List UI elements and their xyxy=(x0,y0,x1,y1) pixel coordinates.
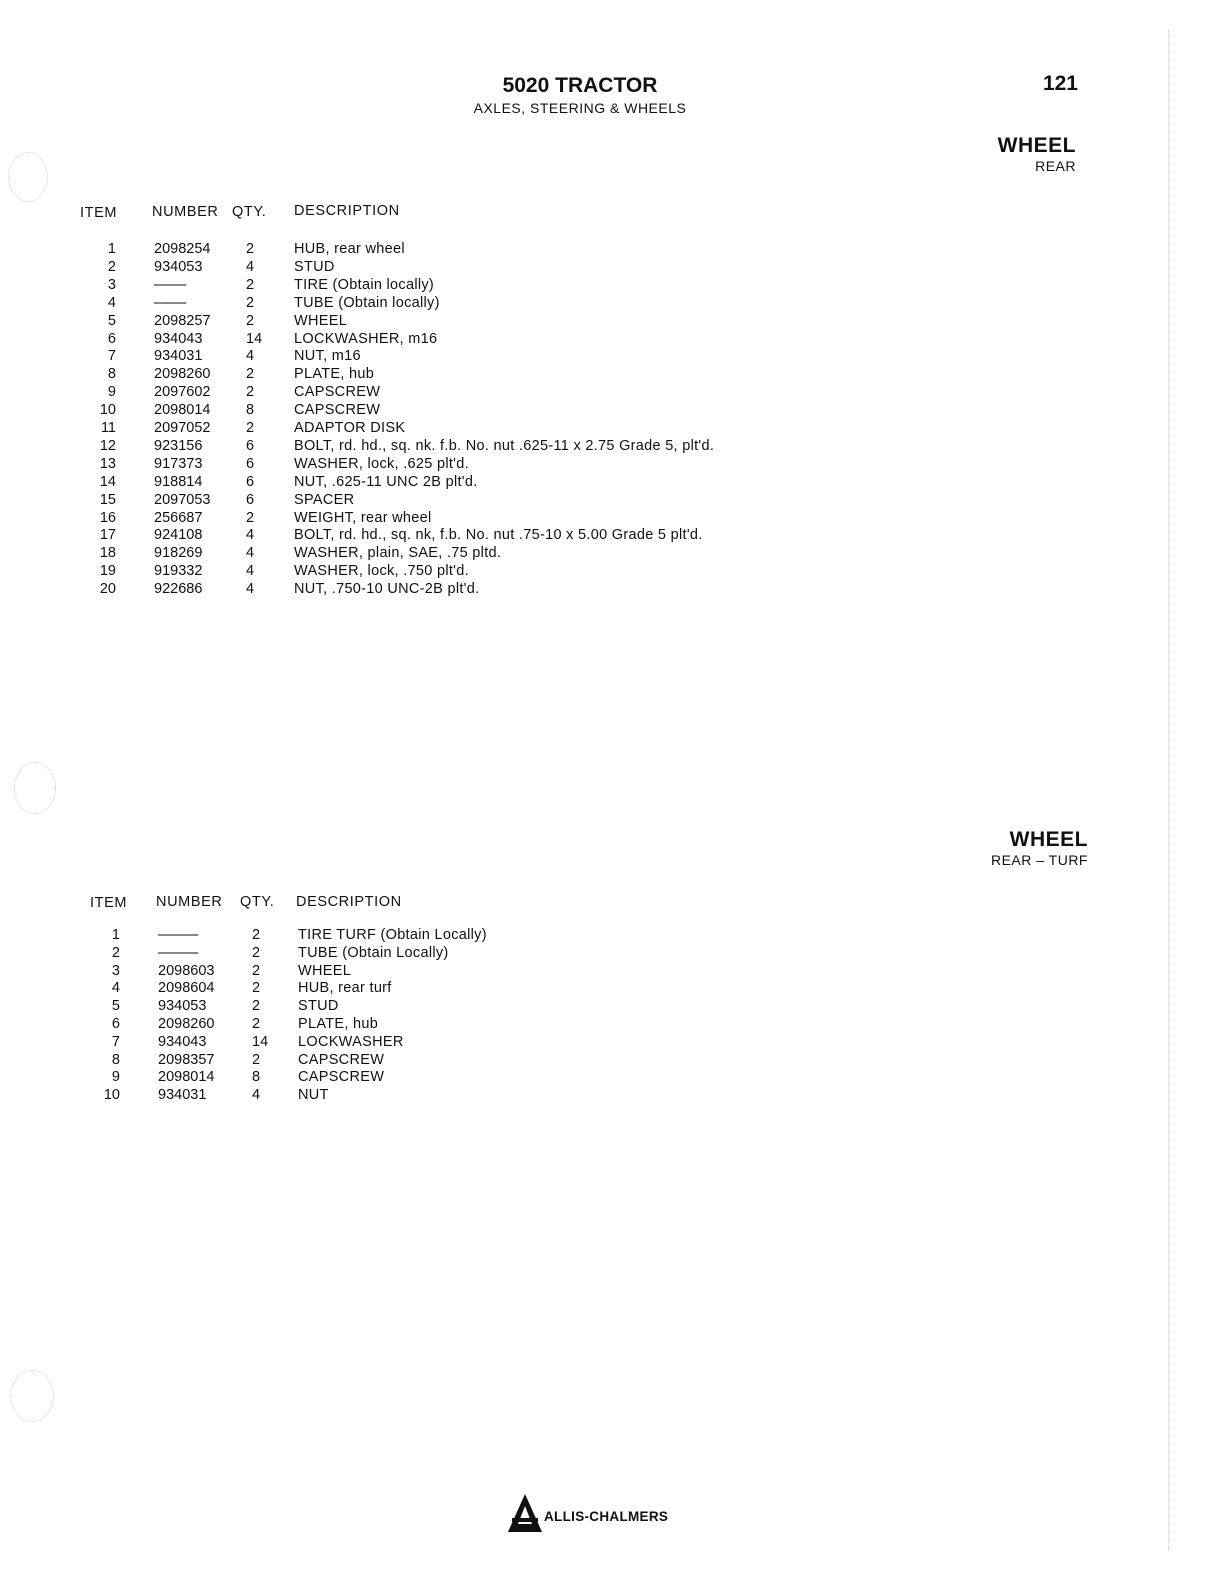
qty-cell: 2 xyxy=(246,294,255,311)
item-cell: 20 xyxy=(99,581,116,598)
part-number-cell: ––––– xyxy=(158,944,199,961)
margin-hole-mark xyxy=(10,1370,54,1422)
item-cell: 5 xyxy=(107,312,116,329)
item-cell: 16 xyxy=(99,509,116,526)
description-cell: WHEEL xyxy=(298,962,352,979)
qty-cell: 8 xyxy=(252,1069,261,1086)
brand-name: ALLIS-CHALMERS xyxy=(544,1509,669,1524)
qty-cell: 2 xyxy=(252,944,261,961)
item-cell: 3 xyxy=(107,276,116,293)
margin-hole-mark xyxy=(8,152,48,202)
item-cell: 18 xyxy=(99,545,116,562)
item-cell: 2 xyxy=(107,258,116,275)
description-cell: NUT, m16 xyxy=(294,348,361,365)
qty-cell: 6 xyxy=(246,455,255,472)
table-row xyxy=(0,544,1000,562)
item-cell: 8 xyxy=(107,366,116,383)
description-cell: CAPSCREW xyxy=(294,384,381,401)
part-number-cell: 934031 xyxy=(158,1087,207,1104)
item-cell: 5 xyxy=(111,998,120,1015)
column-header-description: DESCRIPTION xyxy=(296,894,402,910)
description-cell: PLATE, hub xyxy=(298,1016,379,1032)
description-cell: STUD xyxy=(298,998,339,1015)
part-number-cell: 2098014 xyxy=(158,1069,215,1086)
part-number-cell: 2097053 xyxy=(154,491,211,508)
part-number-cell: –––– xyxy=(154,276,187,293)
qty-cell: 6 xyxy=(246,473,255,490)
qty-cell: 2 xyxy=(246,241,255,257)
column-header-qty: QTY. xyxy=(232,204,267,220)
table-row xyxy=(0,330,1000,348)
item-cell: 8 xyxy=(111,1051,120,1068)
description-cell: WHEEL xyxy=(294,312,348,329)
section-heading-block xyxy=(991,828,1088,868)
part-number-cell: 934053 xyxy=(158,998,207,1015)
section-heading: WHEEL xyxy=(997,134,1076,157)
column-header-description: DESCRIPTION xyxy=(294,203,400,219)
qty-cell: 2 xyxy=(252,980,261,997)
table-row xyxy=(0,1086,1000,1104)
part-number-cell: 2098260 xyxy=(154,366,211,383)
qty-cell: 4 xyxy=(252,1087,261,1104)
item-cell: 1 xyxy=(111,927,120,943)
description-cell: WASHER, lock, .625 plt'd. xyxy=(294,455,469,472)
table-row xyxy=(0,455,1000,473)
qty-cell: 14 xyxy=(252,1033,269,1050)
page-edge-rule xyxy=(1168,30,1169,1550)
qty-cell: 2 xyxy=(246,384,255,401)
document-subtitle: AXLES, STEERING & WHEELS xyxy=(473,100,687,116)
description-cell: ADAPTOR DISK xyxy=(294,420,406,436)
qty-cell: 14 xyxy=(246,330,263,347)
description-cell: CAPSCREW xyxy=(298,1051,385,1068)
table-row xyxy=(0,1051,1000,1069)
qty-cell: 4 xyxy=(246,258,255,275)
table-row xyxy=(0,962,1000,980)
table-row xyxy=(0,294,1000,312)
part-number-cell: 918269 xyxy=(154,545,203,562)
part-number-cell: 2098603 xyxy=(158,962,215,979)
item-cell: 1 xyxy=(107,241,116,257)
part-number-cell: 924108 xyxy=(154,527,203,544)
qty-cell: 2 xyxy=(252,962,261,979)
table-row xyxy=(0,365,1000,383)
part-number-cell: 2098604 xyxy=(158,980,215,997)
qty-cell: 2 xyxy=(246,312,255,329)
qty-cell: 2 xyxy=(246,420,255,436)
table-row xyxy=(0,312,1000,330)
part-number-cell: ––––– xyxy=(158,927,199,943)
margin-hole-mark xyxy=(14,762,56,814)
item-cell: 19 xyxy=(99,563,116,580)
table-row xyxy=(0,473,1000,491)
table-row xyxy=(0,401,1000,419)
item-cell: 2 xyxy=(111,944,120,961)
qty-cell: 2 xyxy=(252,998,261,1015)
description-cell: LOCKWASHER xyxy=(298,1033,404,1050)
column-header-number: NUMBER xyxy=(156,894,223,910)
item-cell: 17 xyxy=(99,527,116,544)
section-heading-block xyxy=(998,134,1076,174)
part-number-cell: 934043 xyxy=(158,1033,207,1050)
table-row xyxy=(0,997,1000,1015)
part-number-cell: 2098254 xyxy=(154,241,211,257)
table-row xyxy=(0,1033,1000,1051)
qty-cell: 4 xyxy=(246,545,255,562)
description-cell: HUB, rear wheel xyxy=(294,241,405,257)
qty-cell: 2 xyxy=(246,276,255,293)
table-row xyxy=(0,509,1000,527)
table-row xyxy=(0,491,1000,509)
description-cell: WEIGHT, rear wheel xyxy=(294,509,432,526)
qty-cell: 6 xyxy=(246,491,255,508)
item-cell: 15 xyxy=(99,491,116,508)
description-cell: TUBE (Obtain Locally) xyxy=(298,944,449,961)
description-cell: CAPSCREW xyxy=(294,402,381,419)
description-cell: NUT xyxy=(298,1087,329,1104)
table-row xyxy=(0,419,1000,437)
qty-cell: 2 xyxy=(252,927,261,943)
column-header-item: ITEM xyxy=(90,895,128,911)
part-number-cell: 922686 xyxy=(154,581,203,598)
item-cell: 3 xyxy=(111,962,120,979)
table-row xyxy=(0,979,1000,997)
description-cell: CAPSCREW xyxy=(298,1069,385,1086)
part-number-cell: –––– xyxy=(154,294,187,311)
description-cell: LOCKWASHER, m16 xyxy=(294,330,438,347)
description-cell: NUT, .750-10 UNC-2B plt'd. xyxy=(294,581,480,598)
part-number-cell: 934053 xyxy=(154,258,203,275)
table-row xyxy=(0,1015,1000,1033)
item-cell: 6 xyxy=(111,1016,120,1032)
qty-cell: 4 xyxy=(246,348,255,365)
description-cell: HUB, rear turf xyxy=(298,980,392,997)
qty-cell: 4 xyxy=(246,563,255,580)
item-cell: 13 xyxy=(99,455,116,472)
part-number-cell: 934043 xyxy=(154,330,203,347)
item-cell: 10 xyxy=(103,1087,120,1104)
qty-cell: 6 xyxy=(246,437,255,454)
part-number-cell: 2098357 xyxy=(158,1051,215,1068)
item-cell: 10 xyxy=(99,402,116,419)
table-row xyxy=(0,240,1000,258)
item-cell: 14 xyxy=(99,473,116,490)
column-header-qty: QTY. xyxy=(240,894,275,910)
table-row xyxy=(0,383,1000,401)
description-cell: WASHER, lock, .750 plt'd. xyxy=(294,563,469,580)
part-number-cell: 934031 xyxy=(154,348,203,365)
table-row xyxy=(0,944,1000,962)
item-cell: 4 xyxy=(107,294,116,311)
description-cell: WASHER, plain, SAE, .75 pltd. xyxy=(294,545,502,562)
section-heading: WHEEL xyxy=(1009,828,1088,851)
description-cell: BOLT, rd. hd., sq. nk, f.b. No. nut .75-10 x 5.00 Grade 5 plt'd. xyxy=(294,527,703,544)
column-header-number: NUMBER xyxy=(152,204,219,220)
description-cell: PLATE, hub xyxy=(294,366,375,383)
part-number-cell: 918814 xyxy=(154,473,203,490)
item-cell: 9 xyxy=(111,1069,120,1086)
table-row xyxy=(0,526,1000,544)
item-cell: 6 xyxy=(107,330,116,347)
table-row xyxy=(0,276,1000,294)
qty-cell: 4 xyxy=(246,527,255,544)
description-cell: TUBE (Obtain locally) xyxy=(294,294,440,311)
item-cell: 4 xyxy=(111,980,120,997)
description-cell: TIRE (Obtain locally) xyxy=(294,276,435,293)
part-number-cell: 917373 xyxy=(154,455,203,472)
item-cell: 12 xyxy=(99,437,116,454)
document-title: 5020 TRACTOR xyxy=(502,74,658,97)
table-row xyxy=(0,926,1000,944)
qty-cell: 4 xyxy=(246,581,255,598)
part-number-cell: 919332 xyxy=(154,563,203,580)
qty-cell: 2 xyxy=(246,509,255,526)
part-number-cell: 2098260 xyxy=(158,1016,215,1032)
table-row xyxy=(0,347,1000,365)
part-number-cell: 256687 xyxy=(154,509,203,526)
part-number-cell: 2098014 xyxy=(154,402,211,419)
part-number-cell: 2097602 xyxy=(154,384,211,401)
section-subheading: REAR xyxy=(1035,158,1076,174)
table-row xyxy=(0,258,1000,276)
description-cell: TIRE TURF (Obtain Locally) xyxy=(298,927,487,943)
item-cell: 7 xyxy=(111,1033,120,1050)
part-number-cell: 2097052 xyxy=(154,420,211,436)
column-header-item: ITEM xyxy=(80,205,118,221)
description-cell: SPACER xyxy=(294,491,355,508)
part-number-cell: 923156 xyxy=(154,437,203,454)
item-cell: 9 xyxy=(107,384,116,401)
description-cell: NUT, .625-11 UNC 2B plt'd. xyxy=(294,473,478,490)
qty-cell: 8 xyxy=(246,402,255,419)
description-cell: STUD xyxy=(294,258,335,275)
item-cell: 7 xyxy=(107,348,116,365)
item-cell: 11 xyxy=(100,420,116,436)
table-row xyxy=(0,1068,1000,1086)
page-number: 121 xyxy=(1042,72,1078,95)
allis-chalmers-logo-icon xyxy=(508,1494,542,1532)
table-row xyxy=(0,580,1000,598)
qty-cell: 2 xyxy=(252,1016,261,1032)
qty-cell: 2 xyxy=(252,1051,261,1068)
qty-cell: 2 xyxy=(246,366,255,383)
table-row xyxy=(0,562,1000,580)
section-subheading: REAR – TURF xyxy=(990,852,1088,868)
description-cell: BOLT, rd. hd., sq. nk. f.b. No. nut .625-11 x 2.75 Grade 5, plt'd. xyxy=(294,437,715,454)
table-row xyxy=(0,437,1000,455)
part-number-cell: 2098257 xyxy=(154,312,211,329)
